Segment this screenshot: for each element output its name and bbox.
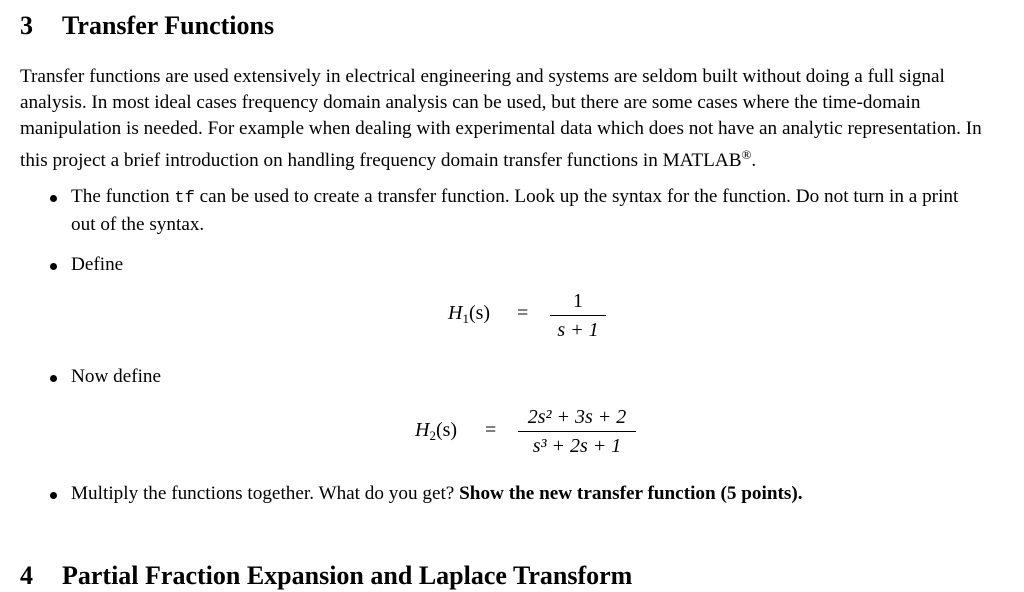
registered-mark: ®	[741, 147, 752, 162]
bullet-dot	[50, 492, 57, 499]
section-number: 3	[20, 11, 33, 40]
section-heading	[20, 10, 274, 42]
denominator: s + 1	[557, 319, 599, 342]
bullet-text: Multiply the functions together. What do you get? Show the new transfer function (5 points).	[71, 483, 803, 504]
bullet-define	[50, 252, 980, 278]
fraction	[550, 288, 606, 343]
bullet-dot	[50, 263, 57, 270]
numerator: 1	[573, 290, 583, 312]
fraction	[518, 404, 636, 459]
denominator: s³ + 2s + 1	[532, 435, 622, 458]
equation-lhs: $H_1(s)$	[448, 302, 491, 326]
section-title: Transfer Functions	[62, 11, 275, 40]
bullet-dot	[50, 375, 57, 382]
fraction-bar	[550, 315, 606, 316]
section-number: 4	[20, 560, 33, 590]
code-tf: tf	[174, 189, 195, 208]
bullet-text: Now define	[71, 366, 162, 387]
bullet-multiply	[50, 481, 980, 507]
bullet-text: The function tf can be used to create a transfer function. Look up the syntax for the function. Do not turn in a print out of the syntax.	[71, 186, 959, 235]
equation-lhs: $H_2(s)$	[415, 419, 458, 443]
section-title: Partial Fraction Expansion and Laplace Transform	[62, 560, 633, 590]
equals-sign: =	[517, 302, 529, 324]
intro-text: Transfer functions are used extensively in electrical engineering and systems are seldom built without doing a full signal analysis. In most ideal cases frequency domain analysis can be used, but there are some cases where the time-domain manipulation is needed. For example when dealing with experimental data which does not have an analytic representation. In this project a brief introduction on handling frequency domain transfer functions in MATLAB	[20, 66, 982, 171]
bullet-now-define	[50, 364, 980, 390]
next-section-heading	[20, 560, 632, 592]
bullet-dot	[50, 195, 57, 202]
intro-end: .	[751, 150, 757, 171]
bullet-tf-function	[50, 184, 980, 238]
equals-sign: =	[485, 419, 497, 441]
bold-instruction: Show the new transfer function (5 points).	[459, 483, 803, 504]
numerator: 2s² + 3s + 2	[527, 406, 627, 428]
fraction-bar	[518, 431, 636, 432]
intro-paragraph	[20, 64, 982, 174]
bullet-text: Define	[71, 254, 124, 275]
